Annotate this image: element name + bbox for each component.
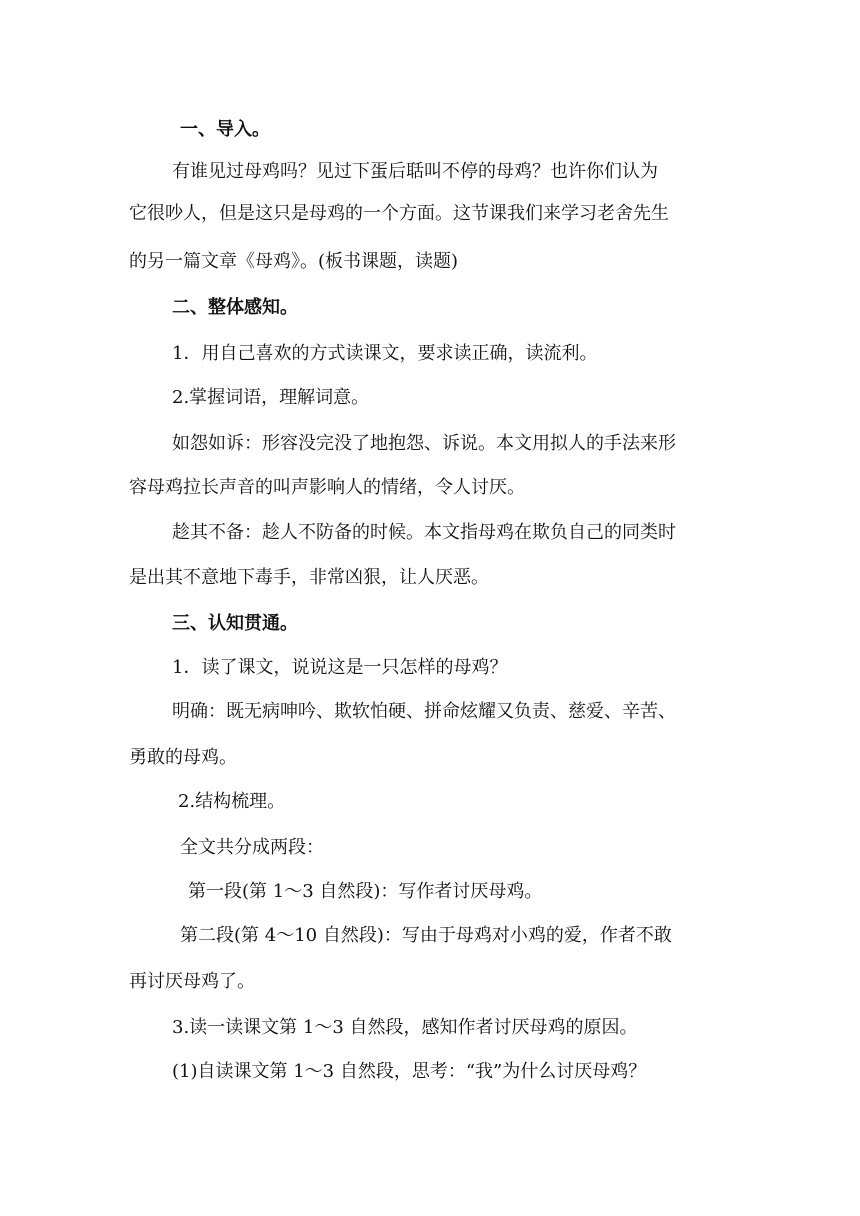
list-item: 1．用自己喜欢的方式读课文，要求读正确，读流利。 xyxy=(172,343,598,364)
paragraph-line: 有谁见过母鸡吗？见过下蛋后聒叫不停的母鸡？也许你们认为 xyxy=(172,161,658,182)
paragraph-line: 勇敢的母鸡。 xyxy=(129,747,237,768)
paragraph-line: 如怨如诉：形容没完没了地抱怨、诉说。本文用拟人的手法来形 xyxy=(172,433,676,454)
list-item: 2.结构梳理。 xyxy=(178,791,286,812)
paragraph-line: 趁其不备：趁人不防备的时候。本文指母鸡在欺负自己的同类时 xyxy=(172,522,676,543)
paragraph-line: 它很吵人，但是这只是母鸡的一个方面。这节课我们来学习老舍先生 xyxy=(129,203,669,224)
paragraph-line: 容母鸡拉长声音的叫声影响人的情绪，令人讨厌。 xyxy=(129,477,525,498)
section-heading-overview: 二、整体感知。 xyxy=(172,297,298,318)
list-item: (1)自读课文第 1～3 自然段，思考：“我”为什么讨厌母鸡？ xyxy=(172,1061,647,1082)
list-item: 1．读了课文，说说这是一只怎样的母鸡？ xyxy=(172,657,508,678)
paragraph-line: 的另一篇文章《母鸡》。(板书课题，读题) xyxy=(129,251,459,272)
paragraph-line: 是出其不意地下毒手，非常凶狠，让人厌恶。 xyxy=(129,567,489,588)
paragraph-line: 全文共分成两段： xyxy=(180,837,324,858)
list-item: 3.读一读课文第 1～3 自然段，感知作者讨厌母鸡的原因。 xyxy=(172,1017,638,1038)
paragraph-line: 第一段(第 1～3 自然段)：写作者讨厌母鸡。 xyxy=(188,881,543,902)
paragraph-line: 再讨厌母鸡了。 xyxy=(129,971,255,992)
section-heading-understanding: 三、认知贯通。 xyxy=(172,613,298,634)
list-item: 2.掌握词语，理解词意。 xyxy=(172,387,370,408)
paragraph-line: 第二段(第 4～10 自然段)：写由于母鸡对小鸡的爱，作者不敢 xyxy=(180,925,672,946)
section-heading-intro: 一、导入。 xyxy=(180,119,270,140)
paragraph-line: 明确：既无病呻吟、欺软怕硬、拼命炫耀又负责、慈爱、辛苦、 xyxy=(172,701,676,722)
